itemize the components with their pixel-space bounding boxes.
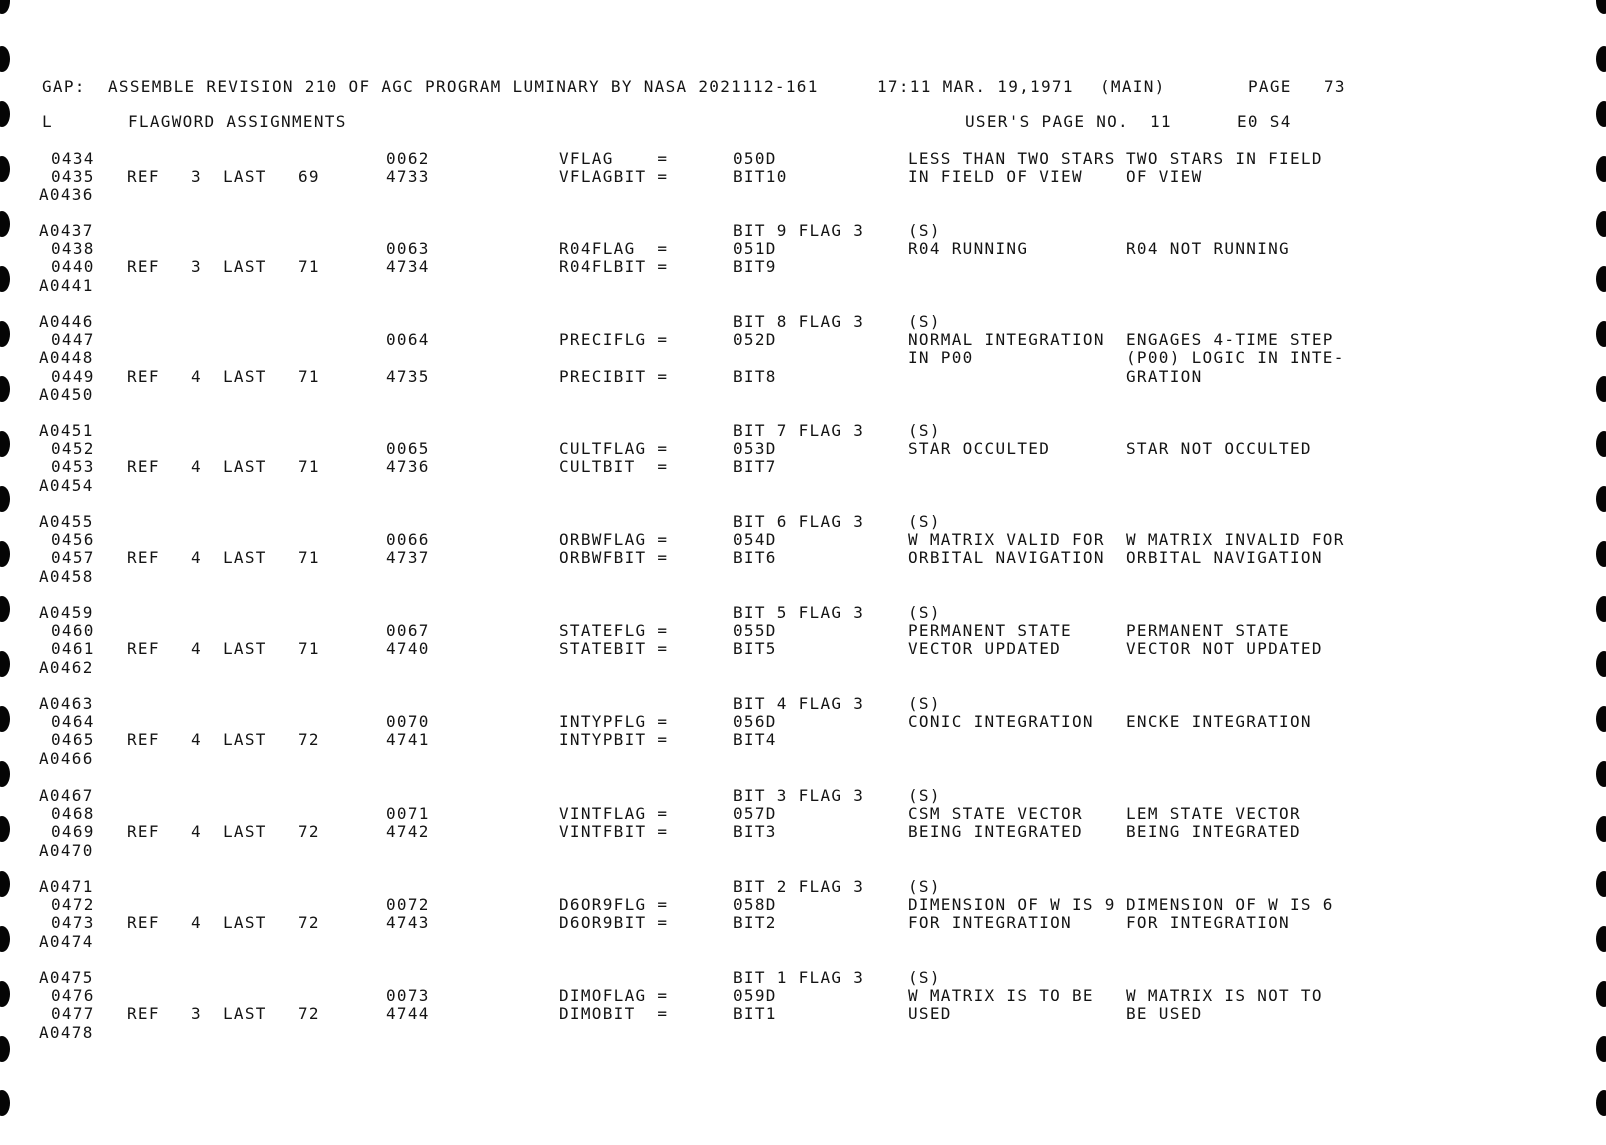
ref-count: 4 — [191, 457, 202, 477]
seq-number: 0473 — [51, 913, 95, 933]
last-page: 69 — [298, 167, 320, 187]
seq-number: 0472 — [51, 895, 95, 915]
reset-meaning: OF VIEW — [1126, 167, 1203, 187]
ref-label: REF — [127, 167, 160, 187]
flag-name: VFLAG = — [559, 149, 669, 168]
location: 4736 — [386, 457, 430, 477]
location: 4743 — [386, 913, 430, 933]
reset-meaning: ENCKE INTEGRATION — [1126, 712, 1312, 732]
seq-number: 0464 — [51, 712, 95, 732]
seq-number: A0458 — [39, 566, 94, 586]
reset-meaning: W MATRIX INVALID FOR — [1126, 530, 1345, 550]
flag-name: STATEBIT = — [559, 639, 669, 659]
last-label: LAST — [223, 1004, 267, 1024]
flag-name: VFLAGBIT = — [559, 167, 669, 187]
flag-value: BIT10 — [733, 167, 788, 187]
set-meaning: BEING INTEGRATED — [908, 822, 1083, 842]
reset-meaning: R04 NOT RUNNING — [1126, 239, 1290, 259]
seq-number: 0477 — [51, 1004, 95, 1024]
flag-name: D6OR9FLG = — [559, 895, 669, 915]
set-meaning: CSM STATE VECTOR — [908, 804, 1083, 824]
flag-value: BIT9 — [733, 257, 777, 277]
set-meaning: IN P00 — [908, 348, 974, 368]
header-datetime: 17:11 MAR. 19,1971 — [877, 77, 1074, 96]
flag-value: 052D — [733, 330, 777, 350]
last-label: LAST — [223, 822, 267, 842]
flag-value: BIT 4 FLAG 3 — [733, 694, 865, 713]
ref-count: 4 — [191, 822, 202, 842]
seq-number: A0467 — [39, 786, 94, 805]
header-title: ASSEMBLE REVISION 210 OF AGC PROGRAM LUMINARY BY NASA 2021112-161 — [108, 77, 819, 96]
flag-value: BIT 6 FLAG 3 — [733, 512, 865, 531]
location: 0066 — [386, 530, 430, 550]
set-meaning: PERMANENT STATE — [908, 621, 1072, 641]
flag-name: DIMOFLAG = — [559, 986, 669, 1006]
set-meaning: NORMAL INTEGRATION — [908, 330, 1105, 350]
reset-meaning: STAR NOT OCCULTED — [1126, 439, 1312, 459]
flag-name: D6OR9BIT = — [559, 913, 669, 933]
flag-name: PRECIFLG = — [559, 330, 669, 350]
last-label: LAST — [223, 548, 267, 568]
seq-number: A0459 — [39, 603, 94, 622]
reset-meaning: GRATION — [1126, 366, 1203, 386]
ref-label: REF — [127, 548, 160, 568]
flag-value: BIT6 — [733, 548, 777, 568]
seq-number: 0453 — [51, 457, 95, 477]
seq-number: A0441 — [39, 275, 94, 295]
ref-label: REF — [127, 1004, 160, 1024]
flag-value: BIT5 — [733, 639, 777, 659]
seq-number: 0469 — [51, 822, 95, 842]
set-meaning: W MATRIX VALID FOR — [908, 530, 1105, 550]
last-label: LAST — [223, 167, 267, 187]
seq-number: 0476 — [51, 986, 95, 1006]
flag-value: BIT 7 FLAG 3 — [733, 421, 865, 440]
seq-number: 0465 — [51, 730, 95, 750]
set-meaning: (S) — [908, 694, 941, 713]
location: 0070 — [386, 712, 430, 732]
location: 4735 — [386, 366, 430, 386]
flag-name: ORBWFLAG = — [559, 530, 669, 550]
location: 4737 — [386, 548, 430, 568]
location: 0062 — [386, 149, 430, 168]
last-page: 71 — [298, 257, 320, 277]
ref-count: 3 — [191, 167, 202, 187]
last-label: LAST — [223, 730, 267, 750]
set-meaning: (S) — [908, 312, 941, 331]
flag-name: VINTFLAG = — [559, 804, 669, 824]
subheader-type: L — [42, 112, 53, 131]
flag-value: BIT 9 FLAG 3 — [733, 221, 865, 240]
seq-number: 0440 — [51, 257, 95, 277]
last-page: 72 — [298, 1004, 320, 1024]
reset-meaning: ORBITAL NAVIGATION — [1126, 548, 1323, 568]
flag-value: BIT 3 FLAG 3 — [733, 786, 865, 805]
flag-name: ORBWFBIT = — [559, 548, 669, 568]
last-page: 71 — [298, 457, 320, 477]
flag-value: BIT4 — [733, 730, 777, 750]
location: 0063 — [386, 239, 430, 259]
flag-name: DIMOBIT = — [559, 1004, 669, 1024]
location: 4741 — [386, 730, 430, 750]
header-page-label: PAGE — [1248, 77, 1292, 96]
flag-value: 051D — [733, 239, 777, 259]
flag-value: 056D — [733, 712, 777, 732]
seq-number: A0437 — [39, 221, 94, 240]
ref-label: REF — [127, 639, 160, 659]
seq-number: A0448 — [39, 348, 94, 368]
seq-number: A0470 — [39, 840, 94, 860]
flag-value: BIT 1 FLAG 3 — [733, 968, 865, 987]
last-page: 71 — [298, 366, 320, 386]
ref-label: REF — [127, 366, 160, 386]
flag-name: INTYPBIT = — [559, 730, 669, 750]
ref-label: REF — [127, 913, 160, 933]
last-label: LAST — [223, 913, 267, 933]
last-page: 72 — [298, 913, 320, 933]
seq-number: 0456 — [51, 530, 95, 550]
reset-meaning: (P00) LOGIC IN INTE- — [1126, 348, 1345, 368]
flag-value: BIT 2 FLAG 3 — [733, 877, 865, 896]
flag-name: PRECIBIT = — [559, 366, 669, 386]
location: 0073 — [386, 986, 430, 1006]
seq-number: 0449 — [51, 366, 95, 386]
set-meaning: IN FIELD OF VIEW — [908, 167, 1083, 187]
ref-label: REF — [127, 457, 160, 477]
flag-value: 055D — [733, 621, 777, 641]
set-meaning: FOR INTEGRATION — [908, 913, 1072, 933]
ref-label: REF — [127, 257, 160, 277]
set-meaning: (S) — [908, 877, 941, 896]
flag-value: BIT 8 FLAG 3 — [733, 312, 865, 331]
seq-number: A0436 — [39, 185, 94, 205]
seq-number: A0474 — [39, 931, 94, 951]
seq-number: 0461 — [51, 639, 95, 659]
set-meaning: (S) — [908, 512, 941, 531]
user-page-number: 11 — [1150, 112, 1172, 131]
location: 0067 — [386, 621, 430, 641]
reset-meaning: VECTOR NOT UPDATED — [1126, 639, 1323, 659]
location: 0071 — [386, 804, 430, 824]
reset-meaning: ENGAGES 4-TIME STEP — [1126, 330, 1334, 350]
last-page: 72 — [298, 730, 320, 750]
set-meaning: DIMENSION OF W IS 9 — [908, 895, 1116, 915]
set-meaning: (S) — [908, 421, 941, 440]
location: 4742 — [386, 822, 430, 842]
last-label: LAST — [223, 457, 267, 477]
header-page-number: 73 — [1324, 77, 1346, 96]
flag-name: STATEFLG = — [559, 621, 669, 641]
flag-value: 050D — [733, 149, 777, 168]
seq-number: A0462 — [39, 657, 94, 677]
last-label: LAST — [223, 366, 267, 386]
flag-value: BIT7 — [733, 457, 777, 477]
reset-meaning: TWO STARS IN FIELD — [1126, 149, 1323, 168]
set-meaning: (S) — [908, 603, 941, 622]
user-page-label: USER'S PAGE NO. — [965, 112, 1129, 131]
set-meaning: (S) — [908, 221, 941, 240]
last-page: 71 — [298, 639, 320, 659]
ref-count: 4 — [191, 639, 202, 659]
set-meaning: USED — [908, 1004, 952, 1024]
location: 4740 — [386, 639, 430, 659]
set-meaning: STAR OCCULTED — [908, 439, 1051, 459]
reset-meaning: BEING INTEGRATED — [1126, 822, 1301, 842]
seq-number: 0438 — [51, 239, 95, 259]
seq-number: A0455 — [39, 512, 94, 531]
header-gap-label: GAP: — [42, 77, 86, 96]
seq-number: A0475 — [39, 968, 94, 987]
seq-number: A0466 — [39, 748, 94, 768]
flag-value: 057D — [733, 804, 777, 824]
location: 4734 — [386, 257, 430, 277]
seq-number: 0468 — [51, 804, 95, 824]
location: 0064 — [386, 330, 430, 350]
flag-name: R04FLBIT = — [559, 257, 669, 277]
seq-number: A0451 — [39, 421, 94, 440]
last-page: 72 — [298, 822, 320, 842]
reset-meaning: FOR INTEGRATION — [1126, 913, 1290, 933]
seq-number: 0447 — [51, 330, 95, 350]
seq-number: A0471 — [39, 877, 94, 896]
flag-name: CULTFLAG = — [559, 439, 669, 459]
seq-number: A0478 — [39, 1022, 94, 1042]
ref-count: 3 — [191, 257, 202, 277]
ref-label: REF — [127, 730, 160, 750]
reset-meaning: BE USED — [1126, 1004, 1203, 1024]
location: 0072 — [386, 895, 430, 915]
flag-name: VINTFBIT = — [559, 822, 669, 842]
set-meaning: W MATRIX IS TO BE — [908, 986, 1094, 1006]
ref-count: 4 — [191, 730, 202, 750]
subheader-code: E0 S4 — [1237, 112, 1292, 131]
set-meaning: LESS THAN TWO STARS — [908, 149, 1116, 168]
location: 0065 — [386, 439, 430, 459]
reset-meaning: PERMANENT STATE — [1126, 621, 1290, 641]
location: 4744 — [386, 1004, 430, 1024]
seq-number: 0435 — [51, 167, 95, 187]
flag-value: BIT3 — [733, 822, 777, 842]
set-meaning: VECTOR UPDATED — [908, 639, 1062, 659]
flag-value: 054D — [733, 530, 777, 550]
seq-number: 0434 — [51, 149, 95, 168]
flag-value: BIT 5 FLAG 3 — [733, 603, 865, 622]
seq-number: 0452 — [51, 439, 95, 459]
last-page: 71 — [298, 548, 320, 568]
ref-count: 4 — [191, 913, 202, 933]
ref-label: REF — [127, 822, 160, 842]
flag-value: 058D — [733, 895, 777, 915]
reset-meaning: DIMENSION OF W IS 6 — [1126, 895, 1334, 915]
set-meaning: (S) — [908, 968, 941, 987]
set-meaning: R04 RUNNING — [908, 239, 1029, 259]
ref-count: 4 — [191, 548, 202, 568]
last-label: LAST — [223, 257, 267, 277]
flag-name: CULTBIT = — [559, 457, 669, 477]
seq-number: A0463 — [39, 694, 94, 713]
seq-number: A0446 — [39, 312, 94, 331]
ref-count: 3 — [191, 1004, 202, 1024]
set-meaning: ORBITAL NAVIGATION — [908, 548, 1105, 568]
set-meaning: (S) — [908, 786, 941, 805]
set-meaning: CONIC INTEGRATION — [908, 712, 1094, 732]
seq-number: 0460 — [51, 621, 95, 641]
reset-meaning: LEM STATE VECTOR — [1126, 804, 1301, 824]
flag-value: BIT8 — [733, 366, 777, 386]
last-label: LAST — [223, 639, 267, 659]
flag-name: R04FLAG = — [559, 239, 669, 259]
flag-value: BIT2 — [733, 913, 777, 933]
seq-number: 0457 — [51, 548, 95, 568]
flag-value: BIT1 — [733, 1004, 777, 1024]
flag-name: INTYPFLG = — [559, 712, 669, 732]
seq-number: A0454 — [39, 475, 94, 495]
ref-count: 4 — [191, 366, 202, 386]
reset-meaning: W MATRIX IS NOT TO — [1126, 986, 1323, 1006]
flag-value: 053D — [733, 439, 777, 459]
header-section: (MAIN) — [1100, 77, 1166, 96]
location: 4733 — [386, 167, 430, 187]
seq-number: A0450 — [39, 384, 94, 404]
flag-value: 059D — [733, 986, 777, 1006]
subheader-heading: FLAGWORD ASSIGNMENTS — [128, 112, 347, 131]
